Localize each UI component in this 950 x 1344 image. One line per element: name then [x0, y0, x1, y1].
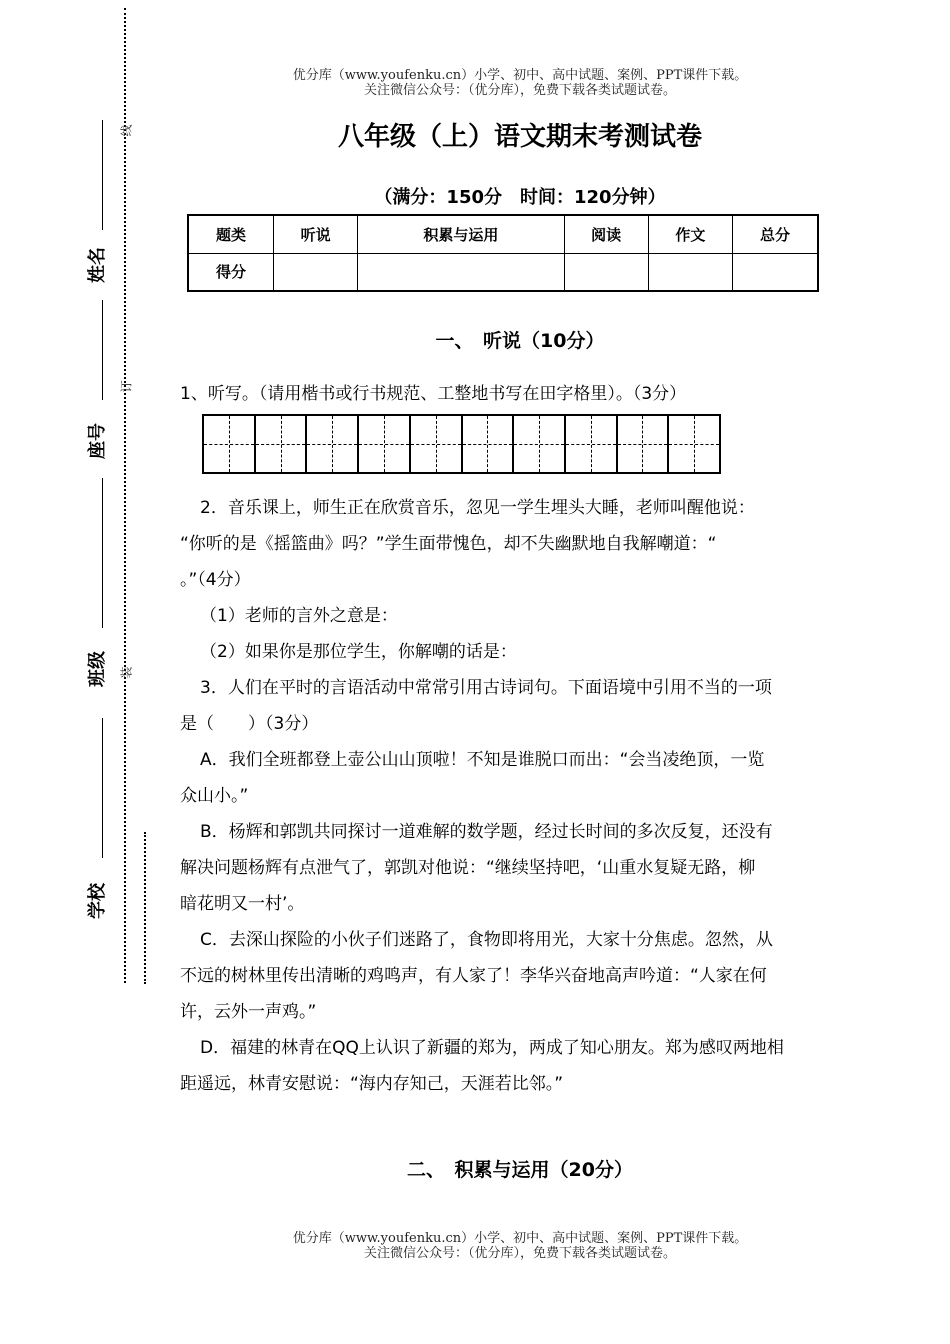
q3-option-c-3: 许，云外一声鸡。” [180, 1002, 317, 1022]
q2-sub-2: （2）如果你是那位学生，你解嘲的话是： [200, 642, 517, 662]
score-table-header-row [188, 215, 818, 253]
q1-text: 1、听写。（请用楷书或行书规范、工整地书写在田字格里）。（3分） [180, 384, 687, 404]
school-label: 学校 [87, 883, 108, 919]
q3-option-a-2: 众山小。” [180, 786, 249, 806]
tianzige-cell[interactable] [618, 416, 670, 472]
q3-option-b-2: 解决问题杨辉有点泄气了，郭凯对他说：“继续坚持吧，‘山重水复疑无路，柳 [180, 858, 756, 878]
tianzige-cell[interactable] [359, 416, 411, 472]
tianzige-cell[interactable] [463, 416, 515, 472]
exam-subtitle: （满分：150分 时间：120分钟） [374, 187, 666, 208]
score-cell[interactable] [564, 253, 648, 291]
q2-line-3: 。”（4分） [180, 570, 251, 590]
score-header-cell: 听说 [274, 215, 358, 253]
page-footer [180, 1231, 860, 1261]
mark-line: 线 [119, 124, 134, 137]
exam-title: 八年级（上）语文期末考测试卷 [337, 122, 702, 152]
score-row-label: 得分 [188, 253, 274, 291]
name-label: 姓名 [87, 247, 108, 283]
score-header-cell: 作文 [648, 215, 732, 253]
q3-line-2: 是（ ）（3分） [180, 714, 319, 734]
q2-line-1: 2．音乐课上，师生正在欣赏音乐，忽见一学生埋头大睡，老师叫醒他说： [200, 498, 755, 518]
seat-line-1 [102, 300, 103, 400]
question-content [180, 376, 870, 1102]
tianzige-cell[interactable] [514, 416, 566, 472]
q3-option-b-1: B．杨辉和郭凯共同探讨一道难解的数学题，经过长时间的多次反复，还没有 [200, 822, 773, 842]
mark-zhuang: 装 [119, 666, 134, 679]
q3-option-b-3: 暗花明又一村’。 [180, 894, 305, 914]
q3-option-d-1: D．福建的林青在QQ上认识了新疆的郑为，两成了知心朋友。郑为感叹两地相 [200, 1038, 784, 1058]
q3-option-c-1: C．去深山探险的小伙子们迷路了，食物即将用光，大家十分焦虑。忽然，从 [200, 930, 773, 950]
tianzige-cell[interactable] [256, 416, 308, 472]
footer-line-2: 关注微信公众号：（优分库），免费下载各类试题试卷。 [363, 1246, 676, 1261]
score-header-cell: 题类 [188, 215, 274, 253]
score-cell[interactable] [732, 253, 818, 291]
footer-line-1: 优分库（www.youfenku.cn）小学、初中、高中试题、案例、PPT课件下载。 [292, 1231, 748, 1246]
section-2-title: 二、 积累与运用（20分） [407, 1159, 633, 1181]
q2-sub-1: （1）老师的言外之意是： [200, 606, 398, 626]
score-cell[interactable] [648, 253, 732, 291]
tianzige-cell[interactable] [411, 416, 463, 472]
class-label: 班级 [87, 651, 108, 687]
section-1-title: 一、 听说（10分） [435, 330, 605, 352]
seat-underline [102, 478, 103, 628]
score-header-cell: 阅读 [564, 215, 648, 253]
tianzige-wrap [202, 414, 870, 476]
header-line-1: 优分库（www.youfenku.cn）小学、初中、高中试题、案例、PPT课件下载。 [292, 68, 748, 83]
tianzige-cell[interactable] [566, 416, 618, 472]
score-cell[interactable] [358, 253, 564, 291]
q3-line-1: 3．人们在平时的言语活动中常常引用古诗词句。下面语境中引用不当的一项 [200, 678, 772, 698]
binding-dotted-line-inner [144, 832, 146, 984]
score-header-cell: 积累与运用 [358, 215, 564, 253]
binding-dotted-line [124, 8, 126, 983]
seat-label: 座号 [87, 423, 108, 459]
page-header [180, 68, 860, 98]
q3-option-c-2: 不远的树林里传出清晰的鸡鸣声，有人家了！李华兴奋地高声吟道：“人家在何 [180, 966, 767, 986]
tianzige-grid [202, 414, 721, 474]
score-table-score-row [188, 253, 818, 291]
score-cell[interactable] [274, 253, 358, 291]
tianzige-cell[interactable] [307, 416, 359, 472]
class-underline [102, 718, 103, 858]
q3-option-d-2: 距遥远，林青安慰说：“海内存知己，天涯若比邻。” [180, 1074, 564, 1094]
tianzige-cell[interactable] [204, 416, 256, 472]
q2-line-2: “你听的是《摇篮曲》吗？”学生面带愧色，却不失幽默地自我解嘲道：“ [180, 534, 717, 554]
name-underline [102, 120, 103, 230]
score-table [187, 214, 819, 292]
score-header-cell: 总分 [732, 215, 818, 253]
mark-ding: 订 [119, 380, 134, 393]
q3-option-a-1: A．我们全班都登上壶公山山顶啦！不知是谁脱口而出：“会当凌绝顶，一览 [200, 750, 765, 770]
tianzige-cell[interactable] [669, 416, 719, 472]
header-line-2: 关注微信公众号：（优分库），免费下载各类试题试卷。 [363, 83, 676, 98]
